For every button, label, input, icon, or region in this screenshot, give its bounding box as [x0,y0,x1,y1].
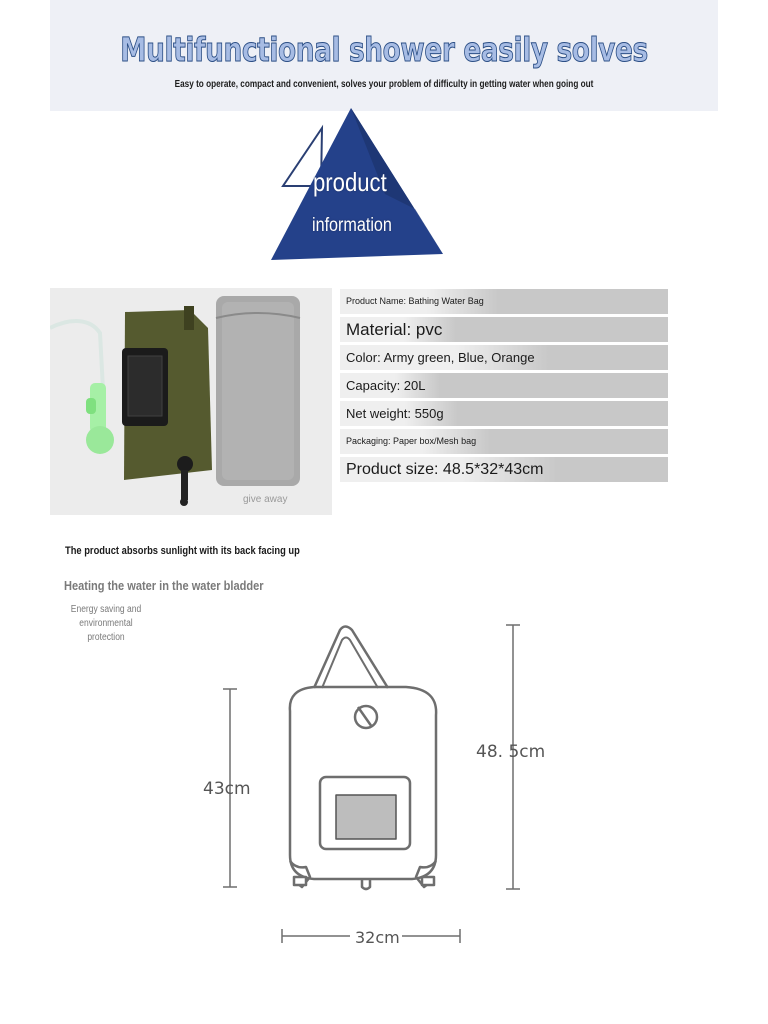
spec-text: Material: pvc [340,317,456,342]
spec-text: Net weight: 550g [340,401,458,426]
page-subtitle: Easy to operate, compact and convenient, solves your problem of difficulty in getting water when going out [174,79,594,90]
spec-list [340,289,668,485]
badge-label-product: product [313,167,387,197]
bottom-nub [362,879,370,889]
spec-row-size [340,457,668,482]
note-energy-line1: Energy saving and environmental [70,604,142,629]
bag-strap [184,306,194,330]
note-heating: Heating the water in the water bladder [64,578,264,593]
spec-row-weight [340,401,668,426]
dim-line-width-right [402,929,460,943]
dim-line-width-left [282,929,350,943]
product-photo [50,288,332,515]
note-sunlight: The product absorbs sunlight with its back facing up [65,545,300,557]
spec-row-material [340,317,668,342]
badge-label-information: information [312,215,392,236]
dimension-label-body-height: 43cm [203,779,251,799]
note-energy [47,603,166,645]
page-title: Multifunctional shower easily solves [120,30,648,69]
photo-caption: give away [243,494,288,505]
dimension-label-total-height: 48. 5cm [476,742,546,762]
product-photo-illustration [50,288,332,515]
note-energy-line2: protection [87,632,125,643]
spec-text: Packaging: Paper box/Mesh bag [340,429,490,454]
spec-row-name [340,289,668,314]
spec-text: Capacity: 20L [340,373,440,398]
spec-text: Color: Army green, Blue, Orange [340,345,549,370]
spec-row-packaging [340,429,668,454]
dimension-label-width: 32cm [355,928,400,947]
spec-row-color [340,345,668,370]
bag-cap-icon [355,706,377,728]
spec-text: Product size: 48.5*32*43cm [340,457,557,482]
bag-window-mesh [336,795,396,839]
spec-text: Product Name: Bathing Water Bag [340,289,498,314]
spec-row-capacity [340,373,668,398]
